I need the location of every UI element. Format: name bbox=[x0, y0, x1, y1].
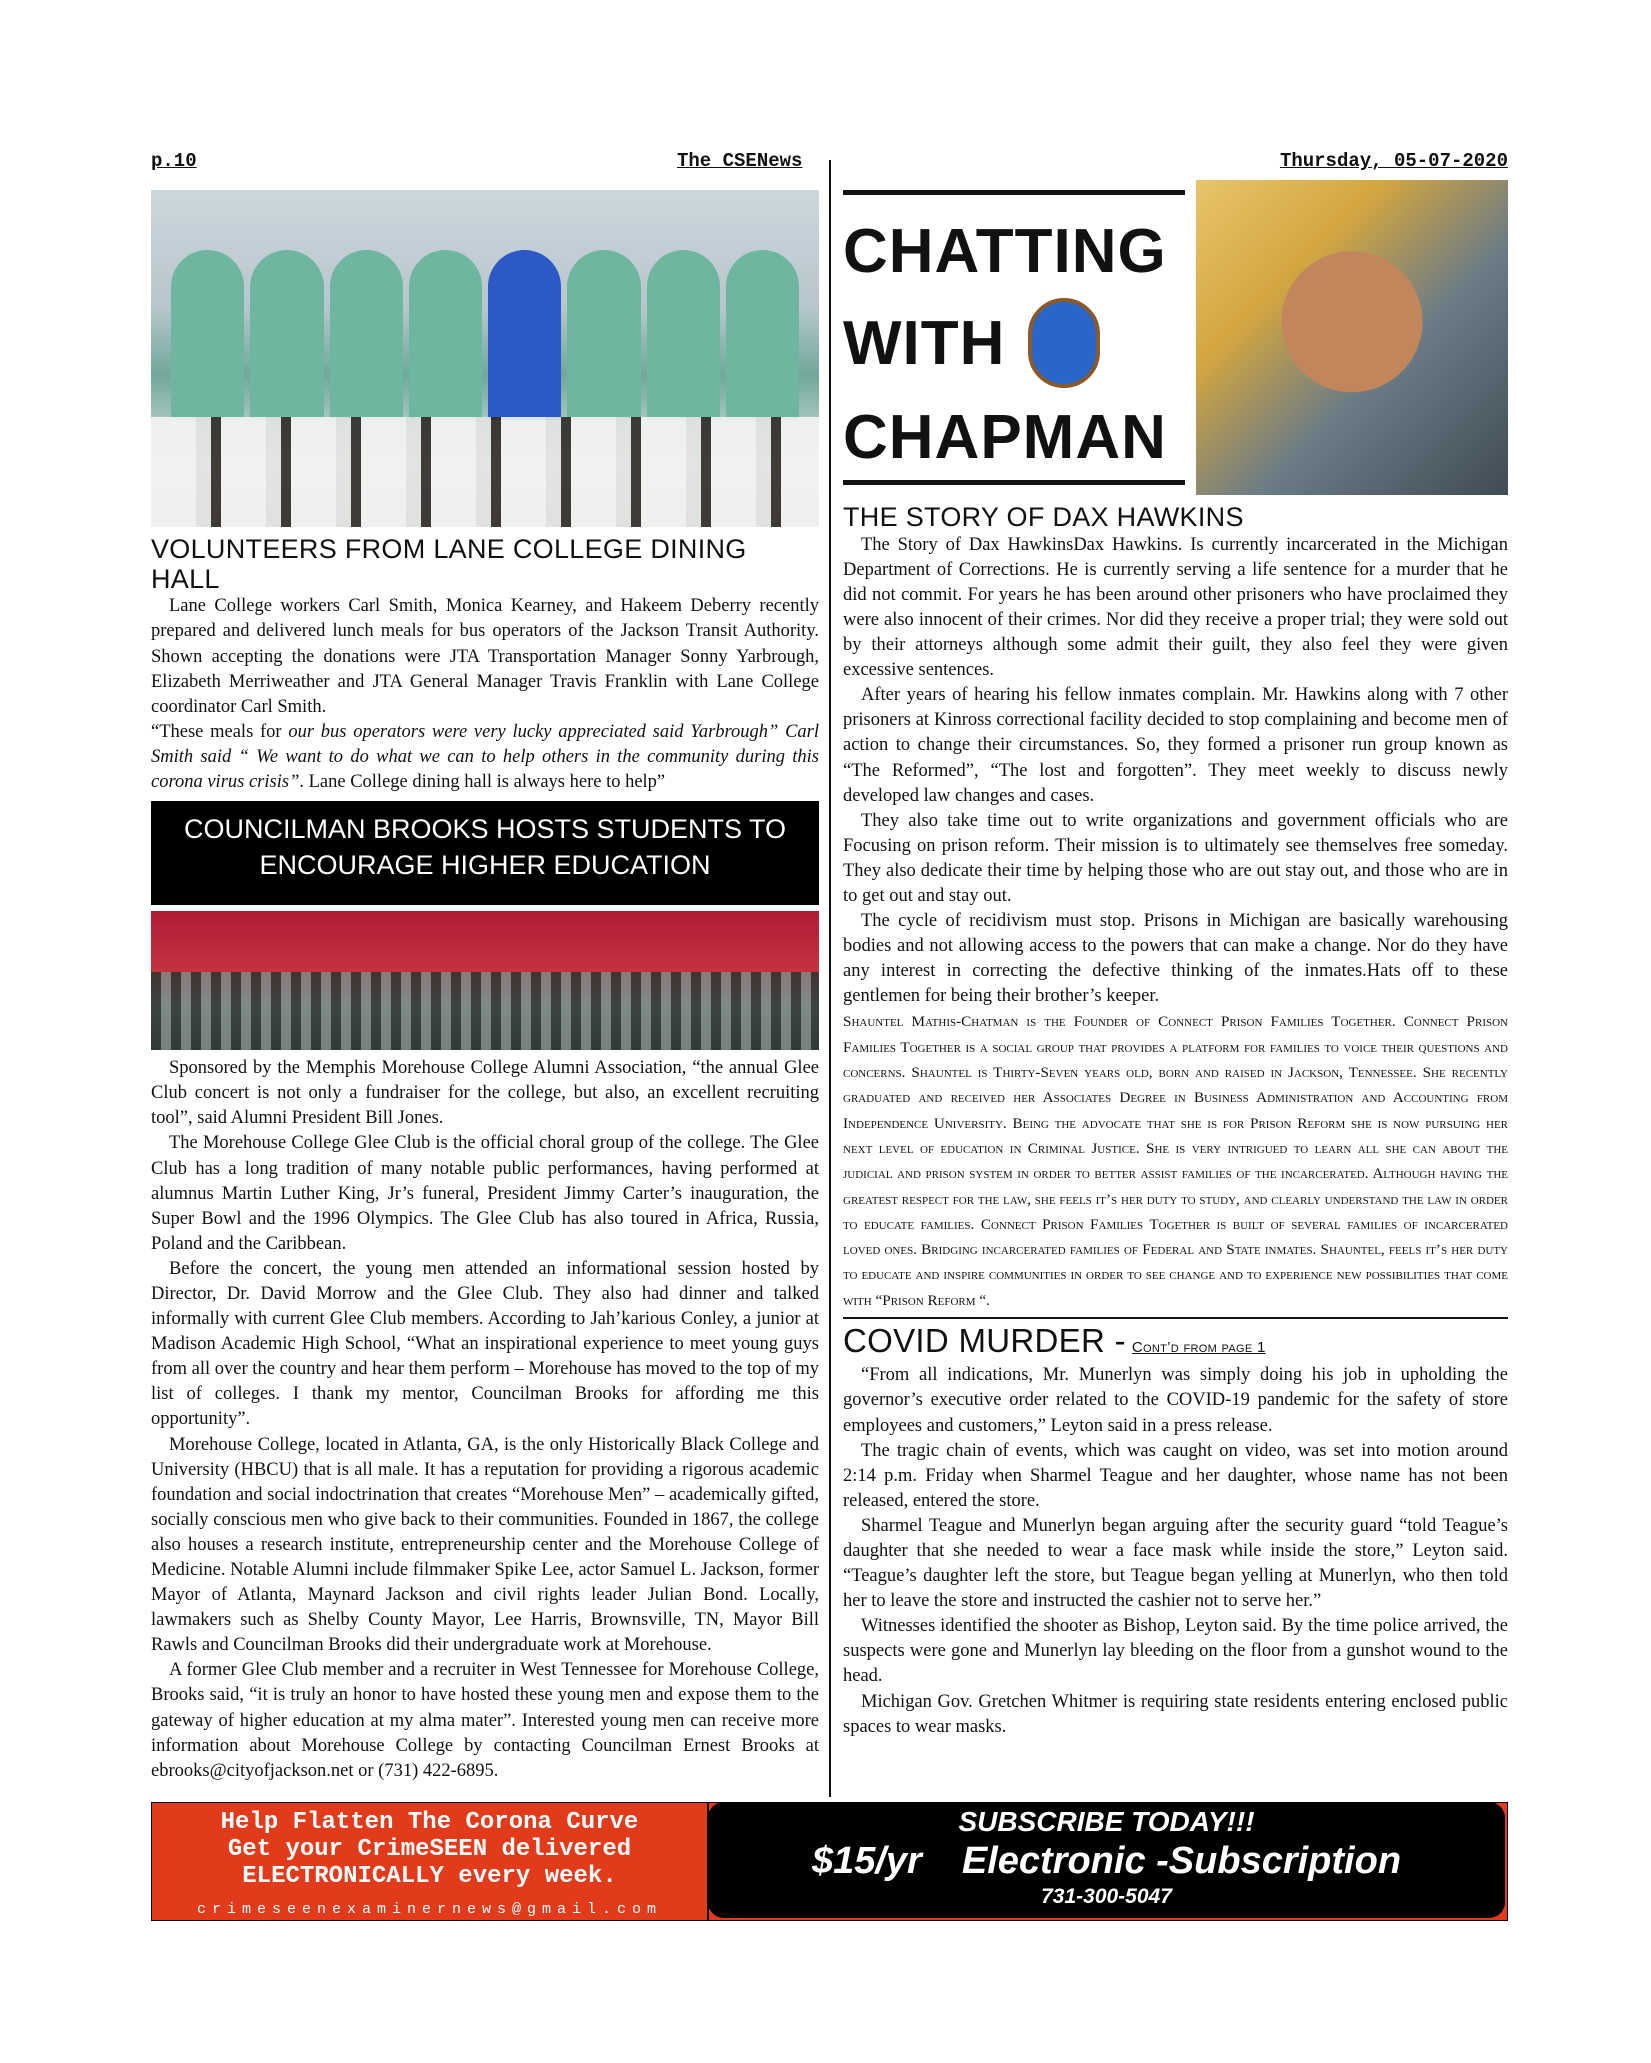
person-figure bbox=[250, 250, 323, 420]
ad-email: crimeseenexaminernews@gmail.com bbox=[196, 1901, 663, 1918]
councilman-headline: COUNCILMAN BROOKS HOSTS STUDENTS TO ENCOURAGE HIGHER EDUCATION bbox=[151, 801, 819, 905]
article-paragraph: Before the concert, the young men attended an informational session hosted by Director, Dr. David Morrow and the Glee Club. They also had dinner and talked informally with current Glee Club members. According to Jah’karious Conley, a junior at Madison Academic High School, “What an inspirational experience to meet young guys from all over the country and hear them perform – Morehouse has moved to the top of my list of colleges. I thank my mentor, Councilman Brooks for affording me this opportunity”. bbox=[151, 1258, 819, 1430]
person-figure bbox=[171, 250, 244, 420]
article-paragraph: They also take time out to write organizations and government officials who are Focusing on prison reform. Their mission is to ultimately see themselves free someday. They also dedicate their time by helping those who are out stay out, and those who are in to get out and stay out. bbox=[843, 810, 1508, 906]
volunteers-photo bbox=[151, 190, 819, 527]
subscribe-phone: 731-300-5047 bbox=[1041, 1885, 1172, 1908]
banner-word-chapman: CHAPMAN bbox=[843, 403, 1167, 472]
issue-date: Thursday, 05-07-2020 bbox=[1279, 150, 1508, 172]
corona-curve-ad bbox=[151, 1802, 708, 1921]
author-bio: Shauntel Mathis-Chatman is the Founder of Connect Prison Families Together. Connect Prison Families Together is a social group that provides a platform for families to voice their questions and concerns. Shauntel is Thirty-Seven years old, born and raised in Jackson, Tennessee. She recently graduated and received her Associates Degree in Business Administration and Accounting from Independence University. Being the advocate that she is for Prison Reform she is now pursuing her next level of education in Criminal Justice. She is very intrigued to learn all she can about the judicial and prison system in order to better assist families of the incarcerated. Although having the greatest respect for the law, she feels it’s her duty to study, and clearly understand the law in order to educate families. Connect Prison Families Together is built of several families of incarcerated loved ones. Bridging incarcerated families of Federal and State inmates. Shauntel, feels it’s her duty to educate and inspire communities in order to see change and to experience new possibilities that come with “Prison Reform “. bbox=[843, 1013, 1508, 1309]
section-rule bbox=[843, 1317, 1508, 1319]
meal-containers bbox=[151, 417, 819, 527]
article-paragraph: Sponsored by the Memphis Morehouse College Alumni Association, “the annual Glee Club concert is not only a fundraiser for the college, but also, an excellent recruiting tool”, said Alumni President Bill Jones. bbox=[151, 1058, 819, 1129]
chatting-with-chapman-banner bbox=[843, 180, 1508, 495]
article-paragraph: A former Glee Club member and a recruiter in West Tennessee for Morehouse College, Brooks said, “it is truly an honor to have hosted these young men and expose them to the gateway of higher education at my alma mater”. Interested young men can receive more information about Morehouse College by contacting Councilman Ernest Brooks at ebrooks@cityofjackson.net or (731) 422-6895. bbox=[151, 1660, 819, 1781]
page-number: p.10 bbox=[151, 150, 197, 172]
continued-note: Cont’d from page 1 bbox=[1131, 1339, 1266, 1357]
person-figure bbox=[488, 250, 561, 420]
paper-name: The CSENews bbox=[677, 150, 803, 172]
article-paragraph: The Story of Dax HawkinsDax Hawkins. Is currently incarcerated in the Michigan Department of Corrections. He is currently serving a life sentence for a murder that he did not commit. For years he has been around other prisoners who have proclaimed they were also innocent of their crimes. Nor did they receive a proper trial; they were sold out by their attorneys although some admit their guilt, they also feel they were given excessive sentences. bbox=[843, 534, 1508, 681]
article-paragraph: The cycle of recidivism must stop. Prisons in Michigan are basically warehousing bodies and not allowing access to the powers that can make a change. Nor do they have any interest in correcting the defective thinking of the inmates.Hats off to these gentlemen for being their brother’s keeper. bbox=[843, 911, 1508, 1007]
subscribe-headline: SUBSCRIBE TODAY!!! bbox=[958, 1806, 1255, 1837]
banner-rule bbox=[843, 190, 1185, 195]
article-quote: “These meals for our bus operators were very lucky appreciated said Yarbrough” Carl Smith said “ We want to do what we can to help others in the community during this corona virus crisis”. Lane College dining hall is always here to help” bbox=[151, 721, 819, 793]
glee-club-photo bbox=[151, 911, 819, 1050]
volunteers-headline: VOLUNTEERS FROM LANE COLLEGE DINING HALL bbox=[151, 534, 747, 594]
choir-rows bbox=[151, 972, 819, 1050]
banner-word-chatting: CHATTING bbox=[843, 217, 1167, 286]
author-portrait bbox=[1196, 180, 1508, 495]
subscribe-ad bbox=[708, 1802, 1505, 1918]
article-paragraph: Lane College workers Carl Smith, Monica Kearney, and Hakeem Deberry recently prepared and delivered lunch meals for bus operators of the Jackson Transit Authority. Shown accepting the donations were JTA Transportation Manager Sonny Yarbrough, Elizabeth Merriweather and JTA General Manager Travis Franklin with Lane College coordinator Carl Smith. bbox=[151, 596, 819, 717]
dax-headline: THE STORY OF DAX HAWKINS bbox=[843, 502, 1244, 532]
article-paragraph: The Morehouse College Glee Club is the official choral group of the college. The Glee Club has a long tradition of many notable public performances, having performed at alumnus Martin Luther King, Jr’s funeral, President Jimmy Carter’s inauguration, the Super Bowl and the 1996 Olympics. The Glee Club has also toured in Africa, Russia, Poland and the Caribbean. bbox=[151, 1133, 819, 1254]
covid-headline bbox=[843, 1323, 1508, 1359]
person-figure bbox=[647, 250, 720, 420]
prison-families-logo-icon bbox=[1028, 298, 1100, 388]
article-paragraph: Sharmel Teague and Munerlyn began arguing after the security guard “told Teague’s daughter that she needed to wear a face mask while inside the store,” Leyton said. “Teague’s daughter left the store, but Teague began yelling at Munerlyn, who then told her to leave the store and instructed the cashier not to serve her.” bbox=[843, 1515, 1508, 1612]
person-figure bbox=[330, 250, 403, 420]
covid-title: COVID MURDER - bbox=[843, 1322, 1126, 1360]
volunteers-group bbox=[171, 250, 799, 420]
article-paragraph: “From all indications, Mr. Munerlyn was simply doing his job in upholding the governor’s executive order related to the COVID-19 pandemic for the safety of store employees and customers,” Leyton said in a press release. bbox=[843, 1365, 1508, 1436]
article-paragraph: Witnesses identified the shooter as Bishop, Leyton said. By the time police arrived, the suspects were gone and Munerlyn lay bleeding on the floor from a gunshot wound to the head. bbox=[843, 1616, 1508, 1687]
article-paragraph: Morehouse College, located in Atlanta, GA, is the only Historically Black College and University (HBCU) that is all male. It has a reputation for providing a rigorous academic foundation and social indoctrination that creates “Morehouse Men” – academically gifted, socially conscious men who give back to their communities. Founded in 1867, the college also houses a research institute, entrepreneurship center and the Morehouse College of Medicine. Notable Alumni include filmmaker Spike Lee, actor Samuel L. Jackson, former Mayor of Atlanta, Maynard Jackson and civil rights leader Julian Bond. Locally, lawmakers such as Shelby County Mayor, Lee Harris, Brownsville, TN, Mayor Bill Rawls and Councilman Brooks did their undergraduate work at Morehouse. bbox=[151, 1434, 819, 1656]
article-paragraph: Michigan Gov. Gretchen Whitmer is requiring state residents entering enclosed public spaces to wear masks. bbox=[843, 1691, 1508, 1737]
article-paragraph: After years of hearing his fellow inmates complain. Mr. Hawkins along with 7 other prisoners at Kinross correctional facility decided to stop complaining and become men of action to change their circumstances. So, they formed a prisoner run group known as “The Reformed”, “The lost and forgotten”. They meet weekly to discuss newly developed law changes and cases. bbox=[843, 685, 1508, 806]
person-figure bbox=[567, 250, 640, 420]
person-figure bbox=[726, 250, 799, 420]
column-divider bbox=[829, 160, 831, 1797]
person-figure bbox=[409, 250, 482, 420]
covid-article bbox=[843, 1363, 1508, 1739]
subscribe-offer bbox=[708, 1840, 1505, 1883]
ad-line: ELECTRONICALLY every week. bbox=[242, 1863, 617, 1890]
subscribe-label: Electronic -Subscription bbox=[961, 1840, 1402, 1882]
right-column bbox=[843, 180, 1508, 1740]
left-column bbox=[151, 190, 819, 1784]
banner-word-with: WITH bbox=[843, 309, 1006, 378]
banner-rule bbox=[843, 480, 1185, 485]
ad-line: Help Flatten The Corona Curve bbox=[220, 1809, 639, 1836]
volunteers-article bbox=[151, 594, 819, 795]
councilman-article bbox=[151, 1056, 819, 1784]
subscribe-price: $15/yr bbox=[811, 1840, 922, 1882]
article-paragraph: The tragic chain of events, which was caught on video, was set into motion around 2:14 p.m. Friday when Sharmel Teague and her daughter, whose name has not been released, entered the store. bbox=[843, 1440, 1508, 1511]
ad-line: Get your CrimeSEEN delivered bbox=[227, 1836, 632, 1863]
dax-article bbox=[843, 533, 1508, 1010]
